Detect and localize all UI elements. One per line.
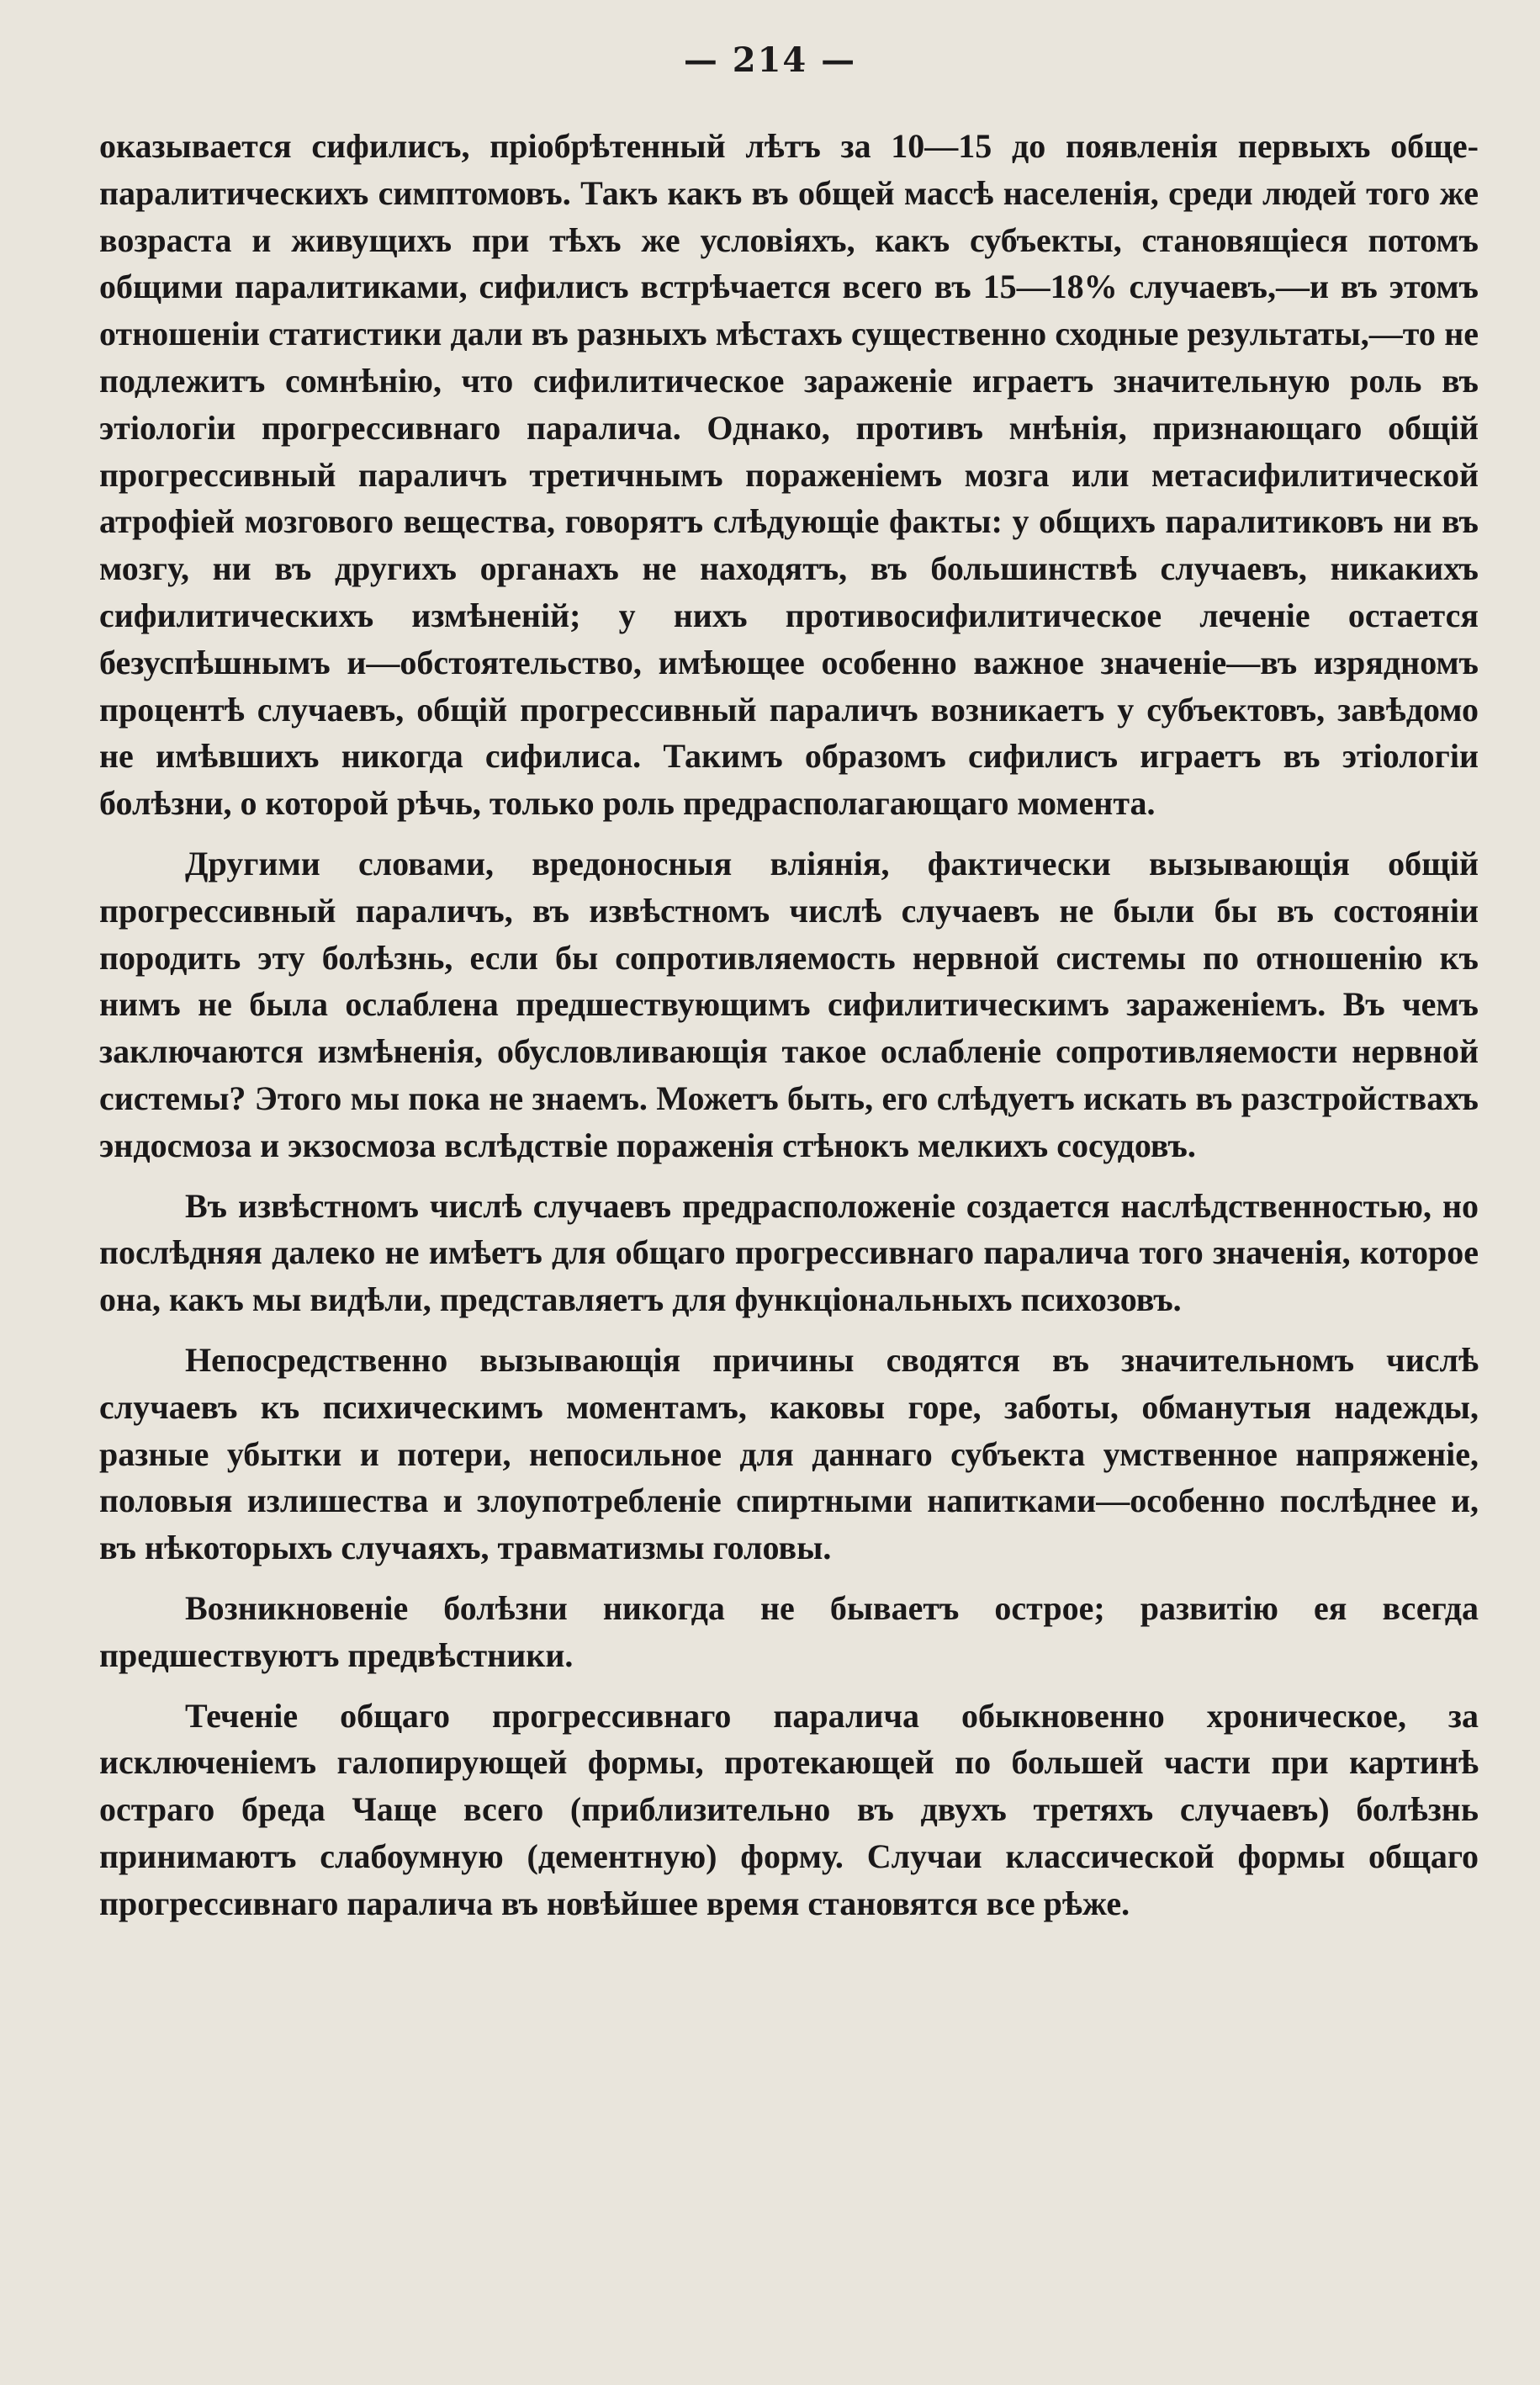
body-text xyxy=(99,123,1479,1927)
paragraph-6: Теченіе общаго прогрессивнаго паралича обыкновенно хроническое, за исключеніемъ галопирующей формы, протекающей по большей части при картинѣ остраго бреда Чаще всего (приблизительно въ двухъ третяхъ случаевъ) болѣзнь принимаютъ слабоумную (дементную) форму. Случаи классической формы общаго прогрессивнаго паралича въ новѣйшее время становятся все рѣже. xyxy=(99,1696,1479,1922)
page-number: — 214 — xyxy=(683,40,857,80)
paragraph-1: оказывается сифилисъ, пріобрѣтенный лѣтъ за 10—15 до появленія первыхъ обще-паралитическихъ симптомовъ. Такъ какъ въ общей массѣ населенія, среди людей того же возраста и живущихъ при тѣхъ же условіяхъ, какъ субъекты, становящіеся потомъ общими паралитиками, сифилисъ встрѣчается всего въ 15—18% случаевъ,—и въ этомъ отношеніи статистики дали въ разныхъ мѣстахъ существенно сходные результаты,—то не подлежитъ сомнѣнію, что сифилитическое зараженіе играетъ значительную роль въ этіологіи прогрессивнаго паралича. Однако, противъ мнѣнія, признающаго общій прогрессивный параличъ третичнымъ пораженіемъ мозга или метасифилитической атрофіей мозгового вещества, говорятъ слѣдующіе факты: у общихъ паралитиковъ ни въ мозгу, ни въ другихъ органахъ не находятъ, въ большинствѣ случаевъ, никакихъ сифилитическихъ измѣненій; у нихъ противосифилитическое леченіе остается безуспѣшнымъ и—обстоятельство, имѣющее особенно важное значеніе—въ изрядномъ процентѣ случаевъ, общій прогрессивный параличъ возникаетъ у субъектовъ, завѣдомо не имѣвшихъ никогда сифилиса. Такимъ образомъ сифилисъ играетъ въ этіологіи болѣзни, о которой рѣчь, только роль предрасполагающаго момента. xyxy=(99,127,1479,823)
paragraph-5: Возникновеніе болѣзни никогда не бываетъ острое; развитію ея всегда предшествуютъ предвѣстники. xyxy=(99,1588,1479,1674)
paragraph-2: Другими словами, вредоносныя вліянія, фактически вызывающія общій прогрессивный параличъ, въ извѣстномъ числѣ случаевъ не были бы въ состояніи породить эту болѣзнь, если бы сопротивляемость нервной системы по отношенію къ нимъ не была ослаблена предшествующимъ сифилитическимъ зараженіемъ. Въ чемъ заключаются измѣненія, обусловливающія такое ослабленіе сопротивляемости нервной системы? Этого мы пока не знаемъ. Можетъ быть, его слѣдуетъ искать въ разстройствахъ эндосмоза и экзосмоза вслѣдствіе пораженія стѣнокъ мелкихъ сосудовъ. xyxy=(99,844,1479,1164)
paragraph-4: Непосредственно вызывающія причины сводятся въ значительномъ числѣ случаевъ къ психическимъ моментамъ, каковы горе, заботы, обманутыя надежды, разные убытки и потери, непосильное для даннаго субъекта умственное напряженіе, половыя излишества и злоупотребленіе спиртными напитками—особенно послѣднее и, въ нѣкоторыхъ случаяхъ, травматизмы головы. xyxy=(99,1340,1479,1567)
paragraph-3: Въ извѣстномъ числѣ случаевъ предрасположеніе создается наслѣдственностью, но послѣдняя далеко не имѣетъ для общаго прогрессивнаго паралича того значенія, которое она, какъ мы видѣли, представляетъ для функціональныхъ психозовъ. xyxy=(99,1186,1479,1319)
